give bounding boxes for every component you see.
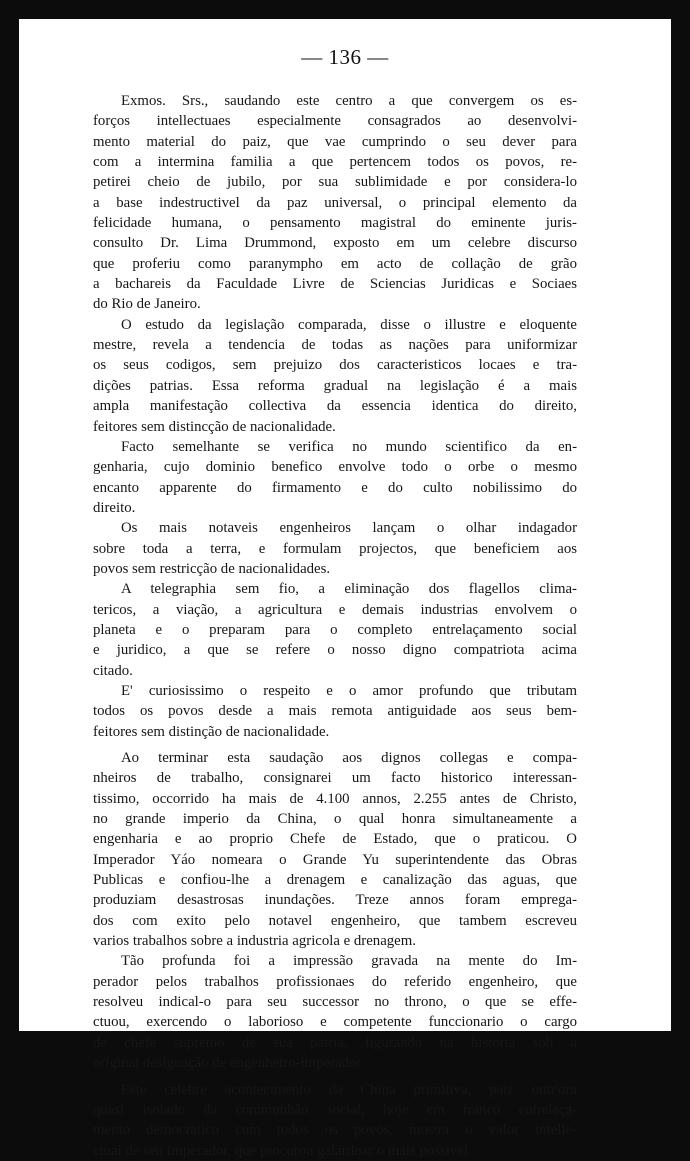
text-line: quasi isolado da communhão social, hoje em franco entrelaça- [93, 1101, 577, 1118]
text-line: direito. [93, 499, 136, 516]
text-line: Ao terminar esta saudação aos dignos collegas e compa- [121, 750, 577, 766]
text-line: mento democratico com todos os povos, mostra o valor intelle- [93, 1122, 577, 1139]
text-line: citado. [93, 662, 133, 679]
text-line: dos com exito pelo notavel engenheiro, que tambem escreveu [93, 912, 577, 929]
text-line: todos os povos desde a mais remota antiguidade aos seus bem- [93, 703, 577, 720]
text-line: do Rio de Janeiro. [93, 296, 201, 313]
text-line: Os mais notaveis engenheiros lançam o olhar indagador [121, 520, 577, 537]
text-line: A telegraphia sem fio, a eliminação dos flagellos clima- [121, 581, 577, 598]
page-number: — 136 — [301, 45, 389, 69]
text-line: mestre, revela a tendencia de todas as nações para uniformizar [93, 337, 577, 354]
text-line: perador pelos trabalhos profissionaes do referido engenheiro, que [93, 973, 577, 990]
text-line: felicidade humana, o pensamento magistral do eminente juris- [93, 215, 577, 232]
text-line: produziam desastrosas inundações. Treze annos foram emprega- [93, 892, 577, 909]
text-line: povos sem restricção de nacionalidades. [93, 560, 331, 577]
text-line: Facto semelhante se verifica no mundo scientifico da en- [121, 438, 577, 455]
text-line: os seus codigos, sem prejuizo dos caracteristicos locaes e tra- [93, 357, 577, 374]
text-line: consulto Dr. Lima Drummond, exposto em um celebre discurso [93, 235, 577, 252]
text-line: O estudo da legislação comparada, disse o illustre e eloquente [121, 316, 577, 333]
text-line: resolveu indical-o para seu successor no throno, o que se effe- [93, 994, 577, 1011]
text-line: E' curiosissimo o respeito e o amor profundo que tributam [121, 682, 577, 699]
text-line: e juridico, a que se refere o nosso digno compatriota acima [93, 642, 577, 659]
text-line: no grande imperio da China, o qual honra simultaneamente a [93, 811, 577, 828]
text-line: Publicas e confiou-lhe a drenagem e canalização das aguas, que [93, 872, 577, 889]
text-line: mento material do paiz, que vae cumprindo o seu dever para [93, 133, 577, 150]
text-line: feitores sem distinção de nacionalidade. [93, 723, 330, 740]
text-line: tissimo, occorrido ha mais de 4.100 annos, 2.255 antes de Christo, [93, 790, 577, 807]
text-line: ctual de seu Imperador, que procurou galardoar o mais possivel [93, 1142, 468, 1159]
text-line: Este celebre acontecimento da China primitiva, paiz outr'ora [121, 1081, 577, 1098]
text-line: engenharia e ao proprio Chefe de Estado, que o praticou. O [93, 831, 577, 848]
text-line: com a intermina familia a que pertencem todos os povos, re- [93, 154, 577, 171]
body-text [93, 91, 577, 1161]
text-line: dições patrias. Essa reforma gradual na legislação é a mais [93, 377, 577, 394]
text-line: encanto apparente do firmamento e do culto nobilissimo do [93, 479, 577, 496]
text-line: a bachareis da Faculdade Livre de Sciencias Juridicas e Sociaes [93, 276, 577, 293]
text-line: nheiros de trabalho, consignarei um facto historico interessan- [93, 770, 577, 787]
text-line: feitores sem distincção de nacionalidade. [93, 418, 336, 435]
text-line: varios trabalhos sobre a industria agricola e drenagem. [93, 933, 416, 950]
text-line: Tão profunda foi a impressão gravada na mente do Im- [121, 953, 577, 970]
text-line: original designação de engenheiro-imperador. [93, 1055, 365, 1072]
text-line: Imperador Yáo nomeara o Grande Yu superintendente das Obras [93, 851, 577, 868]
text-line: Exmos. Srs., saudando este centro a que convergem os es- [121, 93, 577, 109]
text-line: petirei cheio de jubilo, por sua sublimidade e por considera-lo [93, 174, 577, 191]
book-page [19, 19, 671, 1159]
text-line: planeta e o preparam para o completo entrelaçamento social [93, 621, 577, 638]
text-line: ctuou, exercendo o laborioso e competente funccionario o cargo [93, 1014, 577, 1031]
text-line: que proferiu como paranympho em acto de collação de grão [93, 255, 577, 272]
text-line: tericos, a viação, a agricultura e demais industrias envolvem o [93, 601, 577, 618]
text-line: ampla manifestação collectiva da essencia identica do direito, [93, 398, 577, 415]
text-line: sobre toda a terra, e formulam projectos, que beneficiem aos [93, 540, 577, 557]
text-line: de chefe supremo de sua patria, figurando na historia sob a [93, 1034, 577, 1051]
text-line: a base indestructivel da paz universal, o principal elemento da [93, 194, 577, 211]
text-line: forços intellectuaes especialmente consagrados ao desenvolvi- [93, 113, 577, 130]
text-line: genharia, cujo dominio benefico envolve todo o orbe o mesmo [93, 459, 577, 476]
